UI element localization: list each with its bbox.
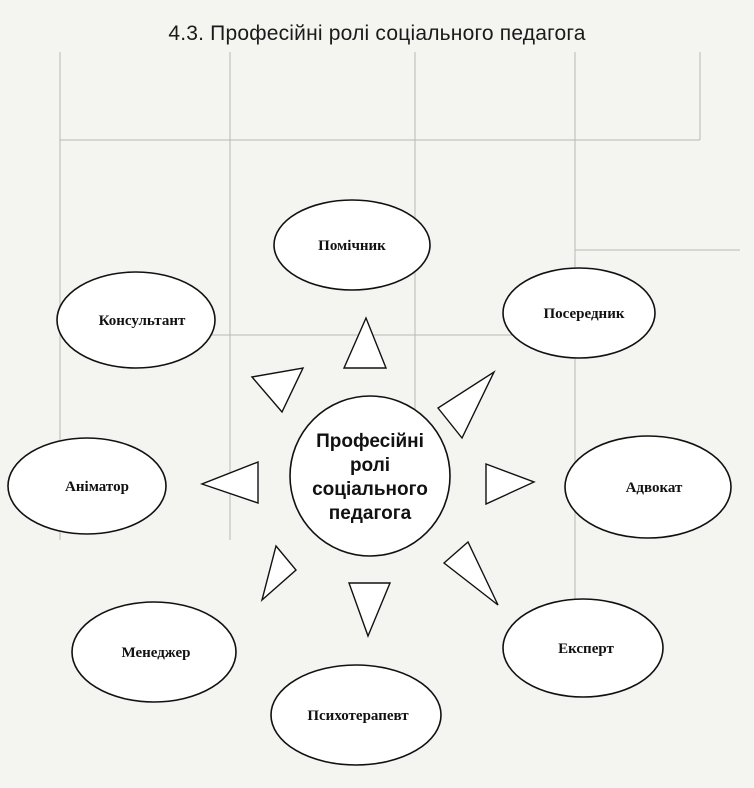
role-helper-label: Помічник <box>318 238 386 254</box>
center-label-line-3: соціального <box>312 479 428 500</box>
center-circle <box>290 396 450 556</box>
role-manager-label: Менеджер <box>121 645 191 661</box>
center-label-line-1: Професійні <box>316 431 424 452</box>
ray-bottom <box>349 583 390 636</box>
role-advocate-label: Адвокат <box>625 480 683 496</box>
ray-top-right <box>438 372 494 438</box>
ray-top <box>344 318 386 368</box>
center-label-line-4: педагога <box>328 503 412 524</box>
role-consultant-label: Консультант <box>98 313 186 329</box>
role-mediator-label: Посередник <box>543 306 625 322</box>
ray-bottom-left <box>262 546 296 600</box>
ray-bottom-right <box>444 542 498 605</box>
ray-right <box>486 464 534 504</box>
role-psychotherapist-label: Психотерапевт <box>307 708 409 724</box>
center-label-line-2: ролі <box>349 455 391 476</box>
role-animator-label: Аніматор <box>65 479 129 495</box>
ray-top-left <box>252 368 303 412</box>
role-expert-label: Експерт <box>558 641 614 657</box>
page-title: 4.3. Професійні ролі соціального педагога <box>168 22 586 45</box>
